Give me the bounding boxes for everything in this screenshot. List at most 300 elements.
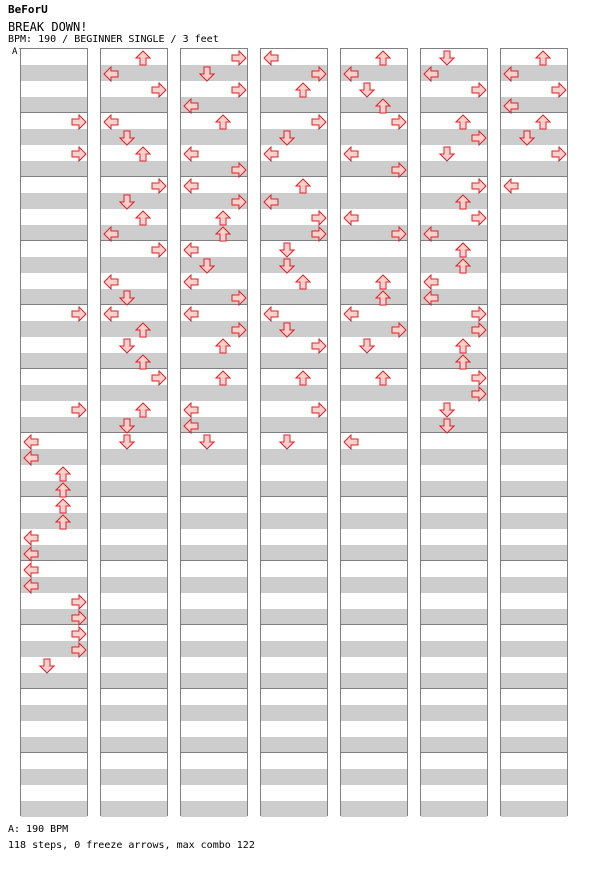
arrow-left-icon bbox=[343, 146, 359, 162]
row-band bbox=[261, 641, 327, 657]
row-band bbox=[341, 353, 407, 369]
arrow-left-icon bbox=[503, 98, 519, 114]
row-band bbox=[21, 673, 87, 689]
measure-line bbox=[501, 368, 567, 369]
measure-line bbox=[501, 688, 567, 689]
chart-column-2 bbox=[100, 48, 168, 816]
row-band bbox=[501, 225, 567, 241]
row-band bbox=[261, 97, 327, 113]
arrow-left-icon bbox=[103, 226, 119, 242]
arrow-up-icon bbox=[295, 274, 311, 290]
measure-line bbox=[181, 752, 247, 753]
row-band bbox=[181, 513, 247, 529]
arrow-up-icon bbox=[455, 114, 471, 130]
row-band bbox=[341, 769, 407, 785]
row-band bbox=[181, 353, 247, 369]
arrow-left-icon bbox=[263, 50, 279, 66]
row-band bbox=[501, 673, 567, 689]
arrow-left-icon bbox=[263, 146, 279, 162]
measure-line bbox=[341, 112, 407, 113]
row-band bbox=[501, 577, 567, 593]
arrow-left-icon bbox=[103, 306, 119, 322]
measure-line bbox=[261, 176, 327, 177]
arrow-right-icon bbox=[71, 146, 87, 162]
chart-info: BPM: 190 / BEGINNER SINGLE / 3 feet bbox=[8, 34, 219, 45]
arrow-right-icon bbox=[551, 82, 567, 98]
arrow-right-icon bbox=[71, 306, 87, 322]
arrow-up-icon bbox=[215, 338, 231, 354]
row-band bbox=[421, 609, 487, 625]
row-band bbox=[341, 513, 407, 529]
arrow-left-icon bbox=[23, 450, 39, 466]
arrow-left-icon bbox=[23, 530, 39, 546]
row-band bbox=[21, 513, 87, 529]
row-band bbox=[501, 353, 567, 369]
row-band bbox=[261, 609, 327, 625]
arrow-left-icon bbox=[183, 306, 199, 322]
arrow-right-icon bbox=[311, 114, 327, 130]
measure-line bbox=[261, 496, 327, 497]
arrow-down-icon bbox=[199, 258, 215, 274]
arrow-up-icon bbox=[455, 258, 471, 274]
measure-line bbox=[101, 368, 167, 369]
arrow-right-icon bbox=[71, 642, 87, 658]
row-band bbox=[341, 257, 407, 273]
arrow-right-icon bbox=[471, 130, 487, 146]
measure-line bbox=[261, 432, 327, 433]
row-band bbox=[261, 577, 327, 593]
arrow-up-icon bbox=[135, 146, 151, 162]
arrow-left-icon bbox=[423, 66, 439, 82]
arrow-down-icon bbox=[119, 130, 135, 146]
measure-line bbox=[501, 304, 567, 305]
row-band bbox=[21, 289, 87, 305]
arrow-right-icon bbox=[71, 114, 87, 130]
arrow-down-icon bbox=[439, 146, 455, 162]
row-band bbox=[181, 449, 247, 465]
row-band bbox=[21, 705, 87, 721]
row-band bbox=[501, 545, 567, 561]
measure-line bbox=[181, 496, 247, 497]
arrow-left-icon bbox=[183, 402, 199, 418]
measure-line bbox=[341, 304, 407, 305]
arrow-up-icon bbox=[135, 322, 151, 338]
measure-line bbox=[501, 496, 567, 497]
arrow-up-icon bbox=[375, 370, 391, 386]
arrow-right-icon bbox=[71, 402, 87, 418]
arrow-down-icon bbox=[279, 130, 295, 146]
row-band bbox=[181, 641, 247, 657]
measure-line bbox=[261, 368, 327, 369]
arrow-right-icon bbox=[471, 210, 487, 226]
arrow-up-icon bbox=[135, 354, 151, 370]
arrow-right-icon bbox=[71, 594, 87, 610]
row-band bbox=[501, 641, 567, 657]
arrow-right-icon bbox=[471, 370, 487, 386]
bpm-legend: A: 190 BPM bbox=[8, 824, 69, 835]
arrow-up-icon bbox=[55, 466, 71, 482]
measure-line bbox=[101, 752, 167, 753]
arrow-left-icon bbox=[343, 66, 359, 82]
measure-line bbox=[341, 560, 407, 561]
row-band bbox=[501, 417, 567, 433]
row-band bbox=[101, 481, 167, 497]
row-band bbox=[21, 353, 87, 369]
arrow-right-icon bbox=[311, 338, 327, 354]
row-band bbox=[501, 449, 567, 465]
row-band bbox=[101, 641, 167, 657]
row-band bbox=[421, 449, 487, 465]
chart-column-3 bbox=[180, 48, 248, 816]
measure-line bbox=[101, 688, 167, 689]
chart-summary: 118 steps, 0 freeze arrows, max combo 122 bbox=[8, 840, 255, 851]
row-band bbox=[341, 545, 407, 561]
measure-line bbox=[181, 368, 247, 369]
arrow-down-icon bbox=[119, 194, 135, 210]
arrow-up-icon bbox=[295, 370, 311, 386]
arrow-left-icon bbox=[23, 434, 39, 450]
row-band bbox=[341, 289, 407, 305]
row-band bbox=[421, 641, 487, 657]
arrow-up-icon bbox=[455, 242, 471, 258]
measure-line bbox=[261, 560, 327, 561]
row-band bbox=[421, 481, 487, 497]
arrow-left-icon bbox=[183, 274, 199, 290]
arrow-right-icon bbox=[71, 610, 87, 626]
row-band bbox=[421, 193, 487, 209]
row-band bbox=[21, 257, 87, 273]
row-band bbox=[421, 577, 487, 593]
arrow-down-icon bbox=[439, 402, 455, 418]
measure-line bbox=[21, 688, 87, 689]
row-band bbox=[501, 385, 567, 401]
arrow-left-icon bbox=[343, 306, 359, 322]
row-band bbox=[421, 705, 487, 721]
measure-line bbox=[501, 240, 567, 241]
arrow-down-icon bbox=[39, 658, 55, 674]
measure-line bbox=[501, 176, 567, 177]
row-band bbox=[101, 737, 167, 753]
row-band bbox=[501, 705, 567, 721]
row-band bbox=[261, 737, 327, 753]
row-band bbox=[501, 481, 567, 497]
measure-line bbox=[101, 496, 167, 497]
arrow-left-icon bbox=[183, 242, 199, 258]
row-band bbox=[261, 513, 327, 529]
row-band bbox=[101, 673, 167, 689]
measure-line bbox=[421, 624, 487, 625]
arrow-left-icon bbox=[103, 114, 119, 130]
arrow-down-icon bbox=[279, 258, 295, 274]
row-band bbox=[181, 769, 247, 785]
measure-line bbox=[421, 496, 487, 497]
measure-line bbox=[501, 624, 567, 625]
arrow-left-icon bbox=[263, 306, 279, 322]
arrow-right-icon bbox=[551, 146, 567, 162]
measure-line bbox=[21, 112, 87, 113]
arrow-down-icon bbox=[439, 50, 455, 66]
arrow-right-icon bbox=[231, 194, 247, 210]
artist-name: BeForU bbox=[8, 3, 48, 16]
row-band bbox=[101, 321, 167, 337]
row-band bbox=[261, 161, 327, 177]
row-band bbox=[181, 609, 247, 625]
arrow-left-icon bbox=[503, 66, 519, 82]
measure-line bbox=[101, 112, 167, 113]
row-band bbox=[341, 193, 407, 209]
row-band bbox=[341, 737, 407, 753]
row-band bbox=[101, 801, 167, 817]
row-band bbox=[341, 673, 407, 689]
row-band bbox=[21, 769, 87, 785]
arrow-right-icon bbox=[471, 322, 487, 338]
arrow-right-icon bbox=[391, 322, 407, 338]
measure-line bbox=[501, 752, 567, 753]
arrow-up-icon bbox=[55, 514, 71, 530]
chart-column-6 bbox=[420, 48, 488, 816]
arrow-down-icon bbox=[199, 66, 215, 82]
arrow-right-icon bbox=[231, 290, 247, 306]
row-band bbox=[101, 609, 167, 625]
arrow-left-icon bbox=[503, 178, 519, 194]
chart-column-5 bbox=[340, 48, 408, 816]
measure-line bbox=[421, 752, 487, 753]
chart-column-4 bbox=[260, 48, 328, 816]
arrow-right-icon bbox=[391, 114, 407, 130]
arrow-right-icon bbox=[71, 626, 87, 642]
arrow-down-icon bbox=[279, 242, 295, 258]
row-band bbox=[21, 321, 87, 337]
measure-line bbox=[261, 624, 327, 625]
row-band bbox=[421, 257, 487, 273]
arrow-up-icon bbox=[135, 210, 151, 226]
row-band bbox=[101, 449, 167, 465]
arrow-down-icon bbox=[119, 290, 135, 306]
row-band bbox=[341, 129, 407, 145]
row-band bbox=[181, 129, 247, 145]
row-band bbox=[181, 737, 247, 753]
measure-line bbox=[341, 368, 407, 369]
arrow-up-icon bbox=[295, 178, 311, 194]
arrow-right-icon bbox=[231, 322, 247, 338]
row-band bbox=[421, 161, 487, 177]
row-band bbox=[341, 801, 407, 817]
row-band bbox=[421, 545, 487, 561]
measure-line bbox=[181, 624, 247, 625]
arrow-left-icon bbox=[183, 178, 199, 194]
row-band bbox=[261, 417, 327, 433]
measure-line bbox=[341, 752, 407, 753]
measure-line bbox=[101, 176, 167, 177]
measure-line bbox=[181, 240, 247, 241]
arrow-left-icon bbox=[343, 434, 359, 450]
arrow-right-icon bbox=[151, 370, 167, 386]
row-band bbox=[101, 545, 167, 561]
measure-line bbox=[421, 560, 487, 561]
row-band bbox=[21, 97, 87, 113]
row-band bbox=[421, 97, 487, 113]
arrow-down-icon bbox=[119, 434, 135, 450]
row-band bbox=[181, 705, 247, 721]
row-band bbox=[341, 577, 407, 593]
arrow-left-icon bbox=[23, 546, 39, 562]
row-band bbox=[341, 481, 407, 497]
measure-line bbox=[261, 688, 327, 689]
measure-line bbox=[261, 304, 327, 305]
arrow-right-icon bbox=[471, 82, 487, 98]
row-band bbox=[101, 705, 167, 721]
arrow-down-icon bbox=[359, 82, 375, 98]
arrow-left-icon bbox=[23, 578, 39, 594]
row-band bbox=[21, 737, 87, 753]
row-band bbox=[181, 545, 247, 561]
measure-line bbox=[21, 752, 87, 753]
measure-line bbox=[341, 624, 407, 625]
arrow-down-icon bbox=[119, 418, 135, 434]
measure-line bbox=[21, 176, 87, 177]
arrow-down-icon bbox=[359, 338, 375, 354]
row-band bbox=[21, 193, 87, 209]
arrow-right-icon bbox=[391, 226, 407, 242]
arrow-left-icon bbox=[23, 562, 39, 578]
row-band bbox=[501, 737, 567, 753]
arrow-left-icon bbox=[183, 146, 199, 162]
arrow-left-icon bbox=[263, 194, 279, 210]
arrow-up-icon bbox=[215, 210, 231, 226]
row-band bbox=[501, 257, 567, 273]
arrow-right-icon bbox=[151, 82, 167, 98]
measure-line bbox=[261, 752, 327, 753]
measure-line bbox=[421, 688, 487, 689]
row-band bbox=[101, 97, 167, 113]
measure-line bbox=[21, 432, 87, 433]
chart-column-1 bbox=[20, 48, 88, 816]
measure-line bbox=[101, 624, 167, 625]
arrow-right-icon bbox=[151, 178, 167, 194]
measure-line bbox=[21, 304, 87, 305]
row-band bbox=[101, 385, 167, 401]
measure-line bbox=[341, 688, 407, 689]
measure-line bbox=[21, 496, 87, 497]
arrow-down-icon bbox=[279, 434, 295, 450]
measure-line bbox=[421, 176, 487, 177]
row-band bbox=[261, 801, 327, 817]
row-band bbox=[421, 801, 487, 817]
arrow-up-icon bbox=[535, 50, 551, 66]
arrow-up-icon bbox=[55, 482, 71, 498]
arrow-down-icon bbox=[439, 418, 455, 434]
row-band bbox=[261, 449, 327, 465]
arrow-right-icon bbox=[311, 226, 327, 242]
row-band bbox=[21, 385, 87, 401]
arrow-down-icon bbox=[279, 322, 295, 338]
arrow-up-icon bbox=[375, 274, 391, 290]
row-band bbox=[261, 385, 327, 401]
arrow-right-icon bbox=[151, 242, 167, 258]
arrow-left-icon bbox=[423, 274, 439, 290]
measure-line bbox=[421, 368, 487, 369]
row-band bbox=[181, 673, 247, 689]
arrow-down-icon bbox=[519, 130, 535, 146]
row-band bbox=[341, 417, 407, 433]
measure-line bbox=[21, 368, 87, 369]
measure-line bbox=[101, 560, 167, 561]
row-band bbox=[421, 769, 487, 785]
measure-line bbox=[181, 688, 247, 689]
arrow-left-icon bbox=[343, 210, 359, 226]
arrow-left-icon bbox=[103, 274, 119, 290]
arrow-down-icon bbox=[199, 434, 215, 450]
row-band bbox=[261, 673, 327, 689]
row-band bbox=[101, 513, 167, 529]
row-band bbox=[21, 65, 87, 81]
row-band bbox=[181, 385, 247, 401]
row-band bbox=[21, 129, 87, 145]
measure-line bbox=[341, 496, 407, 497]
row-band bbox=[341, 97, 407, 113]
row-band bbox=[261, 481, 327, 497]
row-band bbox=[181, 577, 247, 593]
row-band bbox=[501, 193, 567, 209]
measure-line bbox=[261, 112, 327, 113]
song-title: BREAK DOWN! bbox=[8, 20, 88, 34]
arrow-right-icon bbox=[471, 386, 487, 402]
chart-column-7 bbox=[500, 48, 568, 816]
row-band bbox=[341, 449, 407, 465]
arrow-right-icon bbox=[471, 178, 487, 194]
row-band bbox=[341, 609, 407, 625]
row-band bbox=[421, 353, 487, 369]
arrow-up-icon bbox=[455, 338, 471, 354]
arrow-right-icon bbox=[311, 402, 327, 418]
row-band bbox=[341, 641, 407, 657]
row-band bbox=[261, 769, 327, 785]
row-band bbox=[421, 673, 487, 689]
arrow-right-icon bbox=[391, 162, 407, 178]
arrow-up-icon bbox=[375, 98, 391, 114]
row-band bbox=[21, 225, 87, 241]
arrow-up-icon bbox=[375, 50, 391, 66]
row-band bbox=[421, 737, 487, 753]
arrow-down-icon bbox=[119, 338, 135, 354]
row-band bbox=[181, 801, 247, 817]
arrow-right-icon bbox=[231, 82, 247, 98]
row-band bbox=[101, 161, 167, 177]
arrow-up-icon bbox=[455, 354, 471, 370]
row-band bbox=[101, 257, 167, 273]
row-band bbox=[21, 481, 87, 497]
row-band bbox=[21, 161, 87, 177]
row-band bbox=[261, 545, 327, 561]
arrow-up-icon bbox=[295, 82, 311, 98]
bpm-marker: A bbox=[12, 47, 18, 57]
arrow-up-icon bbox=[135, 402, 151, 418]
arrow-up-icon bbox=[215, 370, 231, 386]
arrow-up-icon bbox=[535, 114, 551, 130]
arrow-left-icon bbox=[423, 226, 439, 242]
arrow-right-icon bbox=[471, 306, 487, 322]
row-band bbox=[501, 161, 567, 177]
arrow-up-icon bbox=[455, 194, 471, 210]
measure-line bbox=[421, 112, 487, 113]
row-band bbox=[181, 481, 247, 497]
row-band bbox=[261, 289, 327, 305]
arrow-up-icon bbox=[55, 498, 71, 514]
arrow-right-icon bbox=[231, 50, 247, 66]
measure-line bbox=[21, 240, 87, 241]
row-band bbox=[21, 417, 87, 433]
arrow-left-icon bbox=[103, 66, 119, 82]
